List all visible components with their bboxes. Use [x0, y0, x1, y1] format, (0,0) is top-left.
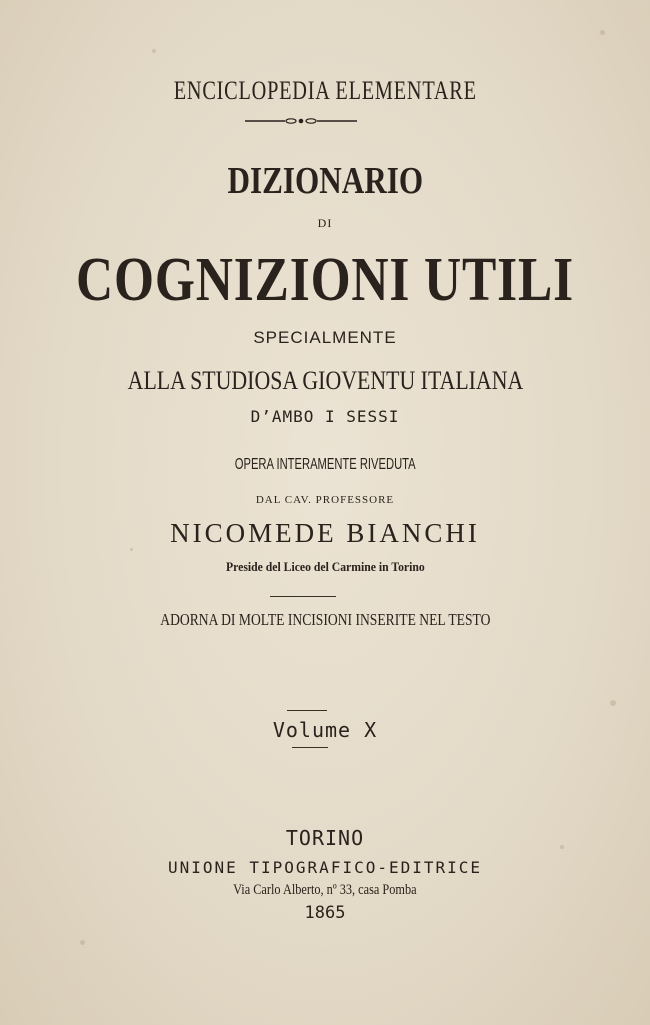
volume-rule-top — [287, 710, 327, 711]
title-connector: DI — [317, 216, 333, 230]
author-prefix: DAL CAV. PROFESSORE — [255, 494, 395, 506]
series-title: ENCICLOPEDIA ELEMENTARE — [173, 76, 477, 105]
imprint-address: Via Carlo Alberto, nº 33, casa Pomba — [233, 882, 417, 898]
author-name: NICOMEDE BIANCHI — [170, 518, 480, 548]
imprint-publisher: UNIONE TIPOGRAFICO-EDITRICE — [167, 858, 483, 877]
paper-speck — [600, 30, 605, 35]
title-line-dizionario: DIZIONARIO — [227, 160, 423, 202]
paper-speck — [80, 940, 85, 945]
imprint-year: 1865 — [304, 903, 346, 923]
author-role: Preside del Liceo del Carmine in Torino — [225, 559, 425, 574]
subtitle-sexes: D’AMBO I SESSI — [250, 407, 400, 426]
imprint-city: TORINO — [285, 826, 365, 850]
divider-rule — [270, 596, 336, 597]
volume-rule-bottom — [292, 747, 328, 748]
volume-label: Volume X — [272, 718, 378, 742]
title-line-cognizioni-utili: COGNIZIONI UTILI — [75, 246, 574, 314]
ornament-rule — [245, 117, 357, 125]
subtitle-audience: ALLA STUDIOSA GIOVENTU ITALIANA — [127, 366, 523, 395]
edition-note: OPERA INTERAMENTE RIVEDUTA — [234, 456, 416, 473]
illustrations-note: ADORNA DI MOLTE INCISIONI INSERITE NEL TESTO — [159, 610, 491, 629]
paper-speck — [152, 49, 156, 53]
subtitle-specialmente: SPECIALMENTE — [253, 328, 397, 347]
paper-speck — [610, 700, 616, 706]
